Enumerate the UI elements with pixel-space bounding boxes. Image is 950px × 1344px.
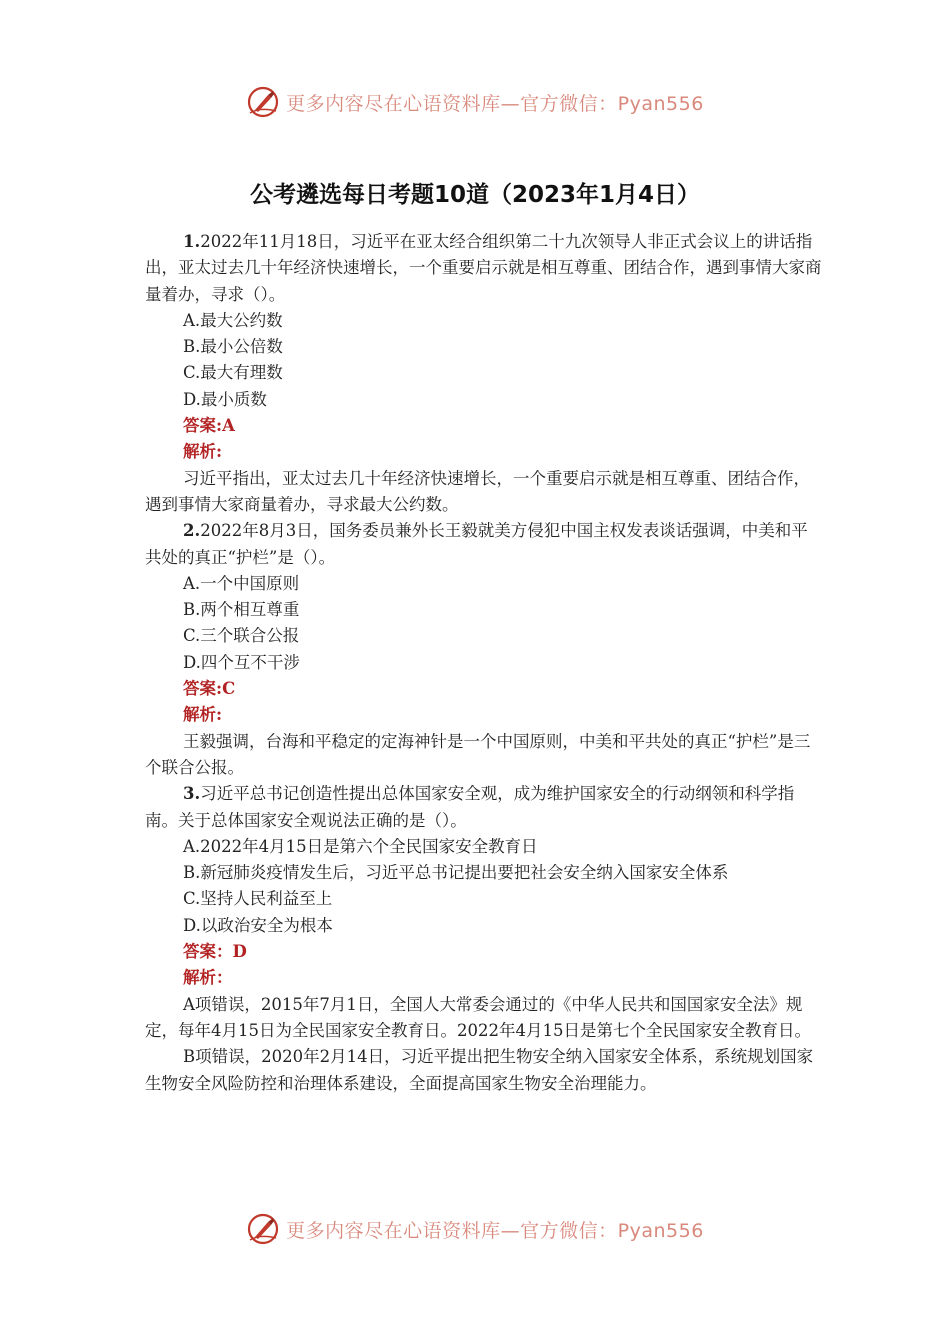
option-d: D.最小质数 bbox=[183, 389, 267, 409]
analysis-label: 解析: bbox=[183, 442, 223, 462]
analysis-text: 王毅强调，台海和平稳定的定海神针是一个中国原则，中美和平共处的真正“护栏”是三个联合公报。 bbox=[145, 731, 811, 777]
answer-label: 答案：D bbox=[183, 942, 247, 962]
analysis-text: A项错误，2015年7月1日，全国人大常委会通过的《中华人民共和国国家安全法》规定，每年4月15日为全民国家安全教育日。2022年4月15日是第七个全民国家安全教育日。 bbox=[145, 994, 811, 1040]
analysis-label: 解析: bbox=[183, 705, 223, 725]
banner-text: 更多内容尽在心语资料库—官方微信：Pyan556 bbox=[286, 1219, 704, 1242]
question-number: 2. bbox=[183, 521, 201, 541]
answer-label: 答案:C bbox=[183, 679, 236, 699]
question-text: 习近平总书记创造性提出总体国家安全观，成为维护国家安全的行动纲领和科学指南。关于总体国家安全观说法正确的是（）。 bbox=[145, 784, 795, 830]
option-b: B.新冠肺炎疫情发生后，习近平总书记提出要把社会安全纳入国家安全体系 bbox=[183, 863, 729, 883]
option-c: C.三个联合公报 bbox=[183, 626, 300, 646]
option-a: A.一个中国原则 bbox=[183, 573, 300, 593]
option-d: D.以政治安全为根本 bbox=[183, 915, 333, 935]
answer-label: 答案:A bbox=[183, 416, 235, 436]
option-c: C.坚持人民利益至上 bbox=[183, 889, 333, 909]
analysis-text: B项错误，2020年2月14日，习近平提出把生物安全纳入国家安全体系，系统规划国家生物安全风险防控和治理体系建设，全面提高国家生物安全治理能力。 bbox=[145, 1047, 814, 1093]
question-number: 1. bbox=[183, 232, 201, 251]
option-d: D.四个互不干涉 bbox=[183, 652, 300, 672]
option-b: B.最小公倍数 bbox=[183, 337, 283, 357]
question-text: 2022年8月3日，国务委员兼外长王毅就美方侵犯中国主权发表谈话强调，中美和平共处的真正“护栏”是（）。 bbox=[145, 521, 808, 567]
fountain-pen-logo-icon bbox=[246, 85, 280, 119]
option-b: B.两个相互尊重 bbox=[183, 600, 300, 620]
question-number: 3. bbox=[183, 784, 201, 804]
fountain-pen-logo-icon bbox=[246, 1212, 280, 1246]
option-c: C.最大有理数 bbox=[183, 363, 283, 383]
option-a: A.最大公约数 bbox=[183, 310, 283, 330]
header-banner bbox=[0, 82, 950, 122]
analysis-label: 解析： bbox=[183, 968, 233, 988]
question-list bbox=[145, 229, 823, 1097]
banner-text: 更多内容尽在心语资料库—官方微信：Pyan556 bbox=[286, 92, 704, 115]
question-stem bbox=[145, 229, 823, 308]
option-a: A.2022年4月15日是第六个全民国家安全教育日 bbox=[183, 836, 538, 856]
footer-banner bbox=[0, 1209, 950, 1249]
question-text: 2022年11月18日，习近平在亚太经合组织第二十九次领导人非正式会议上的讲话指出，亚太过去几十年经济快速增长，一个重要启示就是相互尊重、团结合作，遇到事情大家商量着办，寻求（）。 bbox=[145, 232, 822, 304]
analysis-text: 习近平指出，亚太过去几十年经济快速增长，一个重要启示就是相互尊重、团结合作，遇到事情大家商量着办，寻求最大公约数。 bbox=[145, 468, 810, 514]
question-stem bbox=[145, 518, 823, 571]
page-title: 公考遴选每日考题10道（2023年1月4日） bbox=[249, 182, 701, 208]
question-stem bbox=[145, 781, 823, 834]
